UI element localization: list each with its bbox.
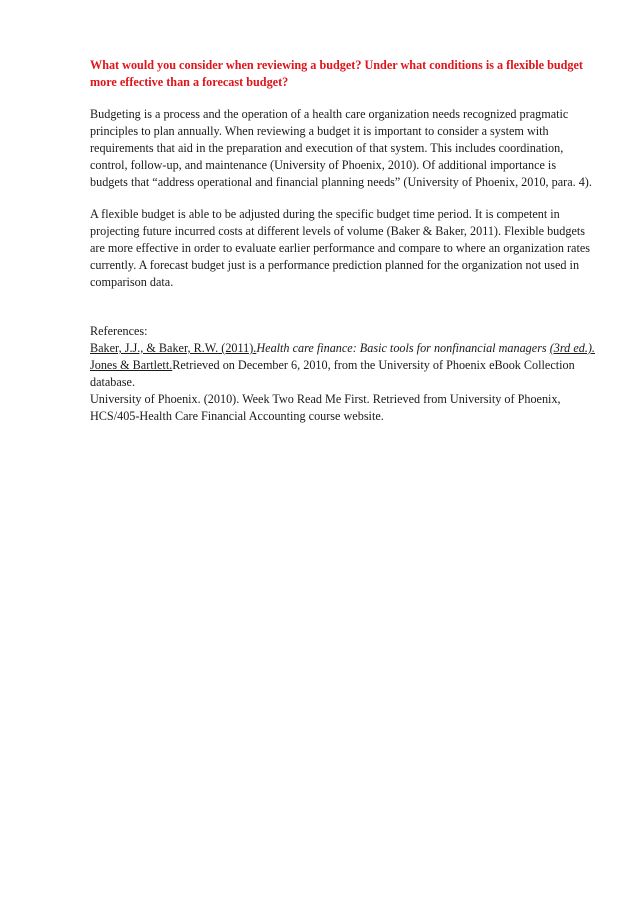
paragraph-flexible-budget: A flexible budget is able to be adjusted during the specific budget time period. It is competent in projecting future incurred costs at different levels of volume (Baker & Baker, 2011). Flexible budgets are more effective in order to evaluate earlier performance and compare to where an organization rates currently. A forecast budget just is a performance prediction planned for the organization not used in comparison data. bbox=[90, 207, 590, 289]
reference-baker-title: Health care finance: Basic tools for nonfinancial managers bbox=[256, 341, 547, 355]
document-body bbox=[90, 57, 595, 425]
reference-university-of-phoenix: University of Phoenix. (2010). Week Two Read Me First. Retrieved from University of Phoenix, HCS/405-Health Care Financial Accounting course website. bbox=[90, 392, 561, 423]
paragraph-budgeting-process: Budgeting is a process and the operation of a health care organization needs recognized pragmatic principles to plan annually. When reviewing a budget it is important to consider a system with requirements that aid in the preparation and execution of that system. This includes coordination, control, follow-up, and maintenance (University of Phoenix, 2010). Of additional importance is budgets that “address operational and financial planning needs” (University of Phoenix, 2010, para. 4). bbox=[90, 107, 592, 189]
references-heading: References: bbox=[90, 324, 148, 338]
reference-baker-publisher: Jones & Bartlett. bbox=[90, 358, 173, 372]
reference-baker bbox=[90, 340, 595, 391]
reference-baker-retrieval: Retrieved on December 6, 2010, from the University of Phoenix eBook Collection database. bbox=[90, 358, 575, 389]
references-section bbox=[90, 323, 595, 425]
question-heading: What would you consider when reviewing a budget? Under what conditions is a flexible budget more effective than a forecast budget? bbox=[90, 58, 583, 89]
reference-baker-authors: Baker, J.J., & Baker, R.W. (2011). bbox=[90, 341, 257, 355]
reference-baker-edition: (3rd ed.). bbox=[549, 341, 595, 355]
